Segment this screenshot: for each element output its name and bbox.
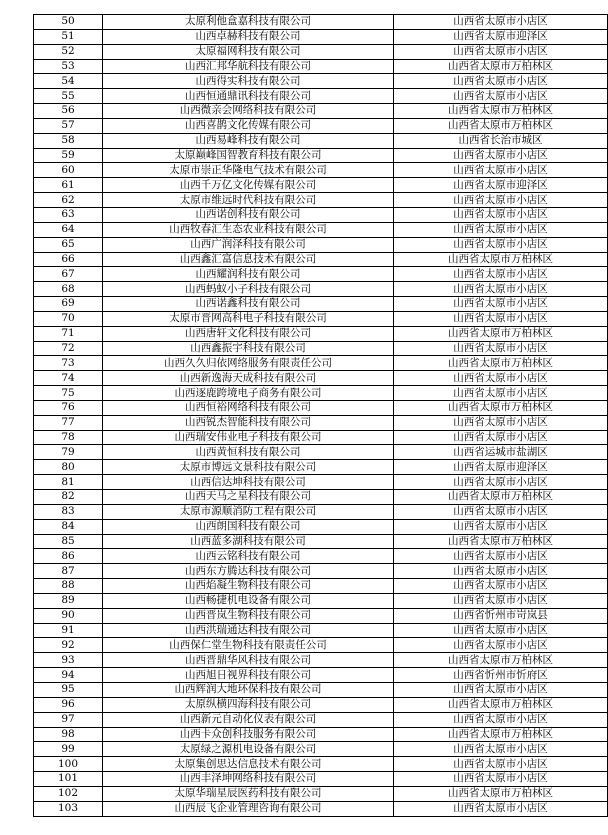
row-number: 50 <box>34 15 103 30</box>
company-name: 山西辉润大地环保科技有限公司 <box>103 682 394 697</box>
company-name: 太原纵横四海科技有限公司 <box>103 697 394 712</box>
company-address: 山西省太原市小店区 <box>394 163 608 178</box>
company-address: 山西省太原市万柏林区 <box>394 727 608 742</box>
row-number: 86 <box>34 549 103 564</box>
company-name: 山西新逸海天成科技有限公司 <box>103 371 394 386</box>
company-name: 山西恒裕网络科技有限公司 <box>103 400 394 415</box>
company-name: 山西蓝多湖科技有限公司 <box>103 534 394 549</box>
company-name: 太原市维远时代科技有限公司 <box>103 193 394 208</box>
company-address: 山西省太原市小店区 <box>394 801 608 816</box>
table-row <box>34 237 608 252</box>
company-name: 山西辰飞企业管理咨询有限公司 <box>103 801 394 816</box>
table-row <box>34 282 608 297</box>
document-page <box>33 14 608 817</box>
company-name: 山西朗国科技有限公司 <box>103 519 394 534</box>
row-number: 64 <box>34 222 103 237</box>
company-address: 山西省太原市小店区 <box>394 222 608 237</box>
company-address: 山西省太原市万柏林区 <box>394 653 608 668</box>
row-number: 102 <box>34 786 103 801</box>
row-number: 96 <box>34 697 103 712</box>
company-address: 山西省运城市盐湖区 <box>394 445 608 460</box>
table-row <box>34 356 608 371</box>
company-name: 山西千万亿文化传媒有限公司 <box>103 178 394 193</box>
table-row <box>34 742 608 757</box>
company-name: 山西耀润科技有限公司 <box>103 267 394 282</box>
company-name: 山西诺鑫科技有限公司 <box>103 297 394 312</box>
row-number: 88 <box>34 579 103 594</box>
table-row <box>34 415 608 430</box>
row-number: 100 <box>34 757 103 772</box>
table-row <box>34 519 608 534</box>
row-number: 59 <box>34 148 103 163</box>
row-number: 63 <box>34 207 103 222</box>
company-address: 山西省太原市万柏林区 <box>394 490 608 505</box>
company-name: 山西黄恒科技有限公司 <box>103 445 394 460</box>
table-row <box>34 297 608 312</box>
table-row <box>34 579 608 594</box>
row-number: 92 <box>34 638 103 653</box>
row-number: 73 <box>34 356 103 371</box>
company-address: 山西省太原市小店区 <box>394 638 608 653</box>
row-number: 82 <box>34 490 103 505</box>
row-number: 56 <box>34 104 103 119</box>
company-address: 山西省太原市小店区 <box>394 504 608 519</box>
company-name: 山西牧春汇生态农业科技有限公司 <box>103 222 394 237</box>
table-row <box>34 593 608 608</box>
company-table <box>33 14 608 817</box>
table-row <box>34 222 608 237</box>
row-number: 54 <box>34 74 103 89</box>
company-name: 太原福网科技有限公司 <box>103 44 394 59</box>
company-address: 山西省太原市小店区 <box>394 237 608 252</box>
row-number: 84 <box>34 519 103 534</box>
row-number: 97 <box>34 712 103 727</box>
company-address: 山西省太原市迎泽区 <box>394 178 608 193</box>
table-row <box>34 638 608 653</box>
company-address: 山西省太原市小店区 <box>394 297 608 312</box>
row-number: 94 <box>34 668 103 683</box>
company-address: 山西省太原市小店区 <box>394 623 608 638</box>
row-number: 78 <box>34 430 103 445</box>
table-row <box>34 712 608 727</box>
row-number: 89 <box>34 593 103 608</box>
row-number: 51 <box>34 29 103 44</box>
row-number: 81 <box>34 475 103 490</box>
table-row <box>34 460 608 475</box>
company-name: 山西旭日视界科技有限公司 <box>103 668 394 683</box>
table-row <box>34 534 608 549</box>
table-row <box>34 668 608 683</box>
company-name: 太原集创思达信息技术有限公司 <box>103 757 394 772</box>
company-address: 山西省太原市小店区 <box>394 267 608 282</box>
company-address: 山西省太原市小店区 <box>394 579 608 594</box>
table-row <box>34 475 608 490</box>
company-address: 山西省太原市小店区 <box>394 74 608 89</box>
table-row <box>34 104 608 119</box>
company-name: 山西汇邦华航科技有限公司 <box>103 59 394 74</box>
company-address: 山西省太原市小店区 <box>394 386 608 401</box>
company-address: 山西省太原市小店区 <box>394 207 608 222</box>
company-address: 山西省太原市小店区 <box>394 282 608 297</box>
company-address: 山西省太原市小店区 <box>394 564 608 579</box>
table-row <box>34 311 608 326</box>
company-name: 山西卓赫科技有限公司 <box>103 29 394 44</box>
row-number: 76 <box>34 400 103 415</box>
row-number: 53 <box>34 59 103 74</box>
company-address: 山西省太原市万柏林区 <box>394 59 608 74</box>
company-name: 山西保仁堂生物科技有限责任公司 <box>103 638 394 653</box>
row-number: 68 <box>34 282 103 297</box>
row-number: 101 <box>34 772 103 787</box>
company-name: 山西晋岚生物科技有限公司 <box>103 608 394 623</box>
table-row <box>34 371 608 386</box>
company-address: 山西省太原市小店区 <box>394 341 608 356</box>
table-row <box>34 252 608 267</box>
table-row <box>34 490 608 505</box>
table-row <box>34 786 608 801</box>
company-name: 山西广润泽科技有限公司 <box>103 237 394 252</box>
company-name: 山西东方腾达科技有限公司 <box>103 564 394 579</box>
row-number: 91 <box>34 623 103 638</box>
company-address: 山西省太原市小店区 <box>394 193 608 208</box>
company-address: 山西省太原市小店区 <box>394 772 608 787</box>
row-number: 55 <box>34 89 103 104</box>
company-name: 山西天马之星科技有限公司 <box>103 490 394 505</box>
company-address: 山西省太原市万柏林区 <box>394 534 608 549</box>
table-row <box>34 400 608 415</box>
company-name: 山西唐轩文化科技有限公司 <box>103 326 394 341</box>
table-row <box>34 59 608 74</box>
company-address: 山西省忻州市忻府区 <box>394 668 608 683</box>
company-name: 山西瑞安伟业电子科技有限公司 <box>103 430 394 445</box>
company-name: 山西恒通鼎讯科技有限公司 <box>103 89 394 104</box>
row-number: 99 <box>34 742 103 757</box>
company-table-body <box>34 15 608 817</box>
row-number: 69 <box>34 297 103 312</box>
row-number: 80 <box>34 460 103 475</box>
table-row <box>34 89 608 104</box>
company-address: 山西省太原市小店区 <box>394 742 608 757</box>
company-address: 山西省太原市小店区 <box>394 712 608 727</box>
table-row <box>34 207 608 222</box>
row-number: 79 <box>34 445 103 460</box>
company-address: 山西省太原市小店区 <box>394 89 608 104</box>
company-name: 太原市博远文景科技有限公司 <box>103 460 394 475</box>
table-row <box>34 430 608 445</box>
company-address: 山西省忻州市岢岚县 <box>394 608 608 623</box>
row-number: 83 <box>34 504 103 519</box>
table-row <box>34 386 608 401</box>
row-number: 93 <box>34 653 103 668</box>
table-row <box>34 44 608 59</box>
row-number: 77 <box>34 415 103 430</box>
company-name: 山西久久归依网络服务有限责任公司 <box>103 356 394 371</box>
table-row <box>34 564 608 579</box>
table-row <box>34 549 608 564</box>
table-row <box>34 326 608 341</box>
row-number: 52 <box>34 44 103 59</box>
company-address: 山西省太原市小店区 <box>394 682 608 697</box>
company-address: 山西省太原市万柏林区 <box>394 697 608 712</box>
company-name: 山西得实科技有限公司 <box>103 74 394 89</box>
company-name: 太原市晋网高科电子科技有限公司 <box>103 311 394 326</box>
company-address: 山西省太原市小店区 <box>394 371 608 386</box>
table-row <box>34 74 608 89</box>
table-row <box>34 148 608 163</box>
company-address: 山西省太原市迎泽区 <box>394 460 608 475</box>
company-address: 山西省长治市城区 <box>394 133 608 148</box>
row-number: 98 <box>34 727 103 742</box>
row-number: 85 <box>34 534 103 549</box>
table-row <box>34 623 608 638</box>
company-address: 山西省太原市万柏林区 <box>394 786 608 801</box>
company-address: 山西省太原市小店区 <box>394 519 608 534</box>
company-address: 山西省太原市万柏林区 <box>394 252 608 267</box>
company-name: 山西新元自动化仪表有限公司 <box>103 712 394 727</box>
table-row <box>34 653 608 668</box>
row-number: 58 <box>34 133 103 148</box>
company-address: 山西省太原市小店区 <box>394 15 608 30</box>
company-name: 山西信达坤科技有限公司 <box>103 475 394 490</box>
company-name: 山西畅捷机电设备有限公司 <box>103 593 394 608</box>
table-row <box>34 29 608 44</box>
row-number: 70 <box>34 311 103 326</box>
company-name: 太原市崇正华隆电气技术有限公司 <box>103 163 394 178</box>
company-name: 山西洪瑞通达科技有限公司 <box>103 623 394 638</box>
row-number: 74 <box>34 371 103 386</box>
company-name: 山西锐杰智能科技有限公司 <box>103 415 394 430</box>
table-row <box>34 757 608 772</box>
company-name: 山西逐鹿跨境电子商务有限公司 <box>103 386 394 401</box>
table-row <box>34 682 608 697</box>
table-row <box>34 608 608 623</box>
table-row <box>34 267 608 282</box>
company-name: 山西微亲会网络科技有限公司 <box>103 104 394 119</box>
company-address: 山西省太原市万柏林区 <box>394 400 608 415</box>
company-name: 山西云铭科技有限公司 <box>103 549 394 564</box>
company-name: 太原绿之源机电设备有限公司 <box>103 742 394 757</box>
company-name: 山西卡众创科技服务有限公司 <box>103 727 394 742</box>
company-name: 太原利他盒嘉科技有限公司 <box>103 15 394 30</box>
company-address: 山西省太原市小店区 <box>394 430 608 445</box>
row-number: 103 <box>34 801 103 816</box>
company-name: 山西喜鹊文化传媒有限公司 <box>103 118 394 133</box>
company-address: 山西省太原市万柏林区 <box>394 326 608 341</box>
company-name: 山西蚂蚁小子科技有限公司 <box>103 282 394 297</box>
company-name: 山西丰泽坤网络科技有限公司 <box>103 772 394 787</box>
company-address: 山西省太原市小店区 <box>394 757 608 772</box>
table-row <box>34 445 608 460</box>
table-row <box>34 801 608 816</box>
table-row <box>34 772 608 787</box>
row-number: 72 <box>34 341 103 356</box>
company-address: 山西省太原市迎泽区 <box>394 29 608 44</box>
table-row <box>34 133 608 148</box>
table-row <box>34 504 608 519</box>
table-row <box>34 15 608 30</box>
row-number: 67 <box>34 267 103 282</box>
company-address: 山西省太原市小店区 <box>394 148 608 163</box>
row-number: 60 <box>34 163 103 178</box>
company-address: 山西省太原市小店区 <box>394 475 608 490</box>
table-row <box>34 341 608 356</box>
company-address: 山西省太原市小店区 <box>394 311 608 326</box>
company-name: 太原市源顺消防工程有限公司 <box>103 504 394 519</box>
company-name: 太原巅峰国智教育科技有限公司 <box>103 148 394 163</box>
row-number: 57 <box>34 118 103 133</box>
row-number: 66 <box>34 252 103 267</box>
table-row <box>34 697 608 712</box>
company-name: 山西焰凝生物科技有限公司 <box>103 579 394 594</box>
table-row <box>34 727 608 742</box>
table-row <box>34 178 608 193</box>
company-name: 山西晋鼎华风科技有限公司 <box>103 653 394 668</box>
company-address: 山西省太原市小店区 <box>394 415 608 430</box>
company-address: 山西省太原市万柏林区 <box>394 104 608 119</box>
row-number: 75 <box>34 386 103 401</box>
row-number: 61 <box>34 178 103 193</box>
row-number: 65 <box>34 237 103 252</box>
company-name: 山西诺创科技有限公司 <box>103 207 394 222</box>
row-number: 71 <box>34 326 103 341</box>
company-address: 山西省太原市小店区 <box>394 549 608 564</box>
company-name: 太原华瑞星辰医药科技有限公司 <box>103 786 394 801</box>
row-number: 62 <box>34 193 103 208</box>
company-address: 山西省太原市万柏林区 <box>394 118 608 133</box>
company-address: 山西省太原市小店区 <box>394 593 608 608</box>
company-name: 山西易峰科技有限公司 <box>103 133 394 148</box>
table-row <box>34 163 608 178</box>
company-name: 山西鑫振宇科技有限公司 <box>103 341 394 356</box>
row-number: 90 <box>34 608 103 623</box>
company-address: 山西省太原市万柏林区 <box>394 356 608 371</box>
company-address: 山西省太原市小店区 <box>394 44 608 59</box>
table-row <box>34 118 608 133</box>
row-number: 87 <box>34 564 103 579</box>
company-name: 山西鑫汇富信息技术有限公司 <box>103 252 394 267</box>
row-number: 95 <box>34 682 103 697</box>
table-row <box>34 193 608 208</box>
